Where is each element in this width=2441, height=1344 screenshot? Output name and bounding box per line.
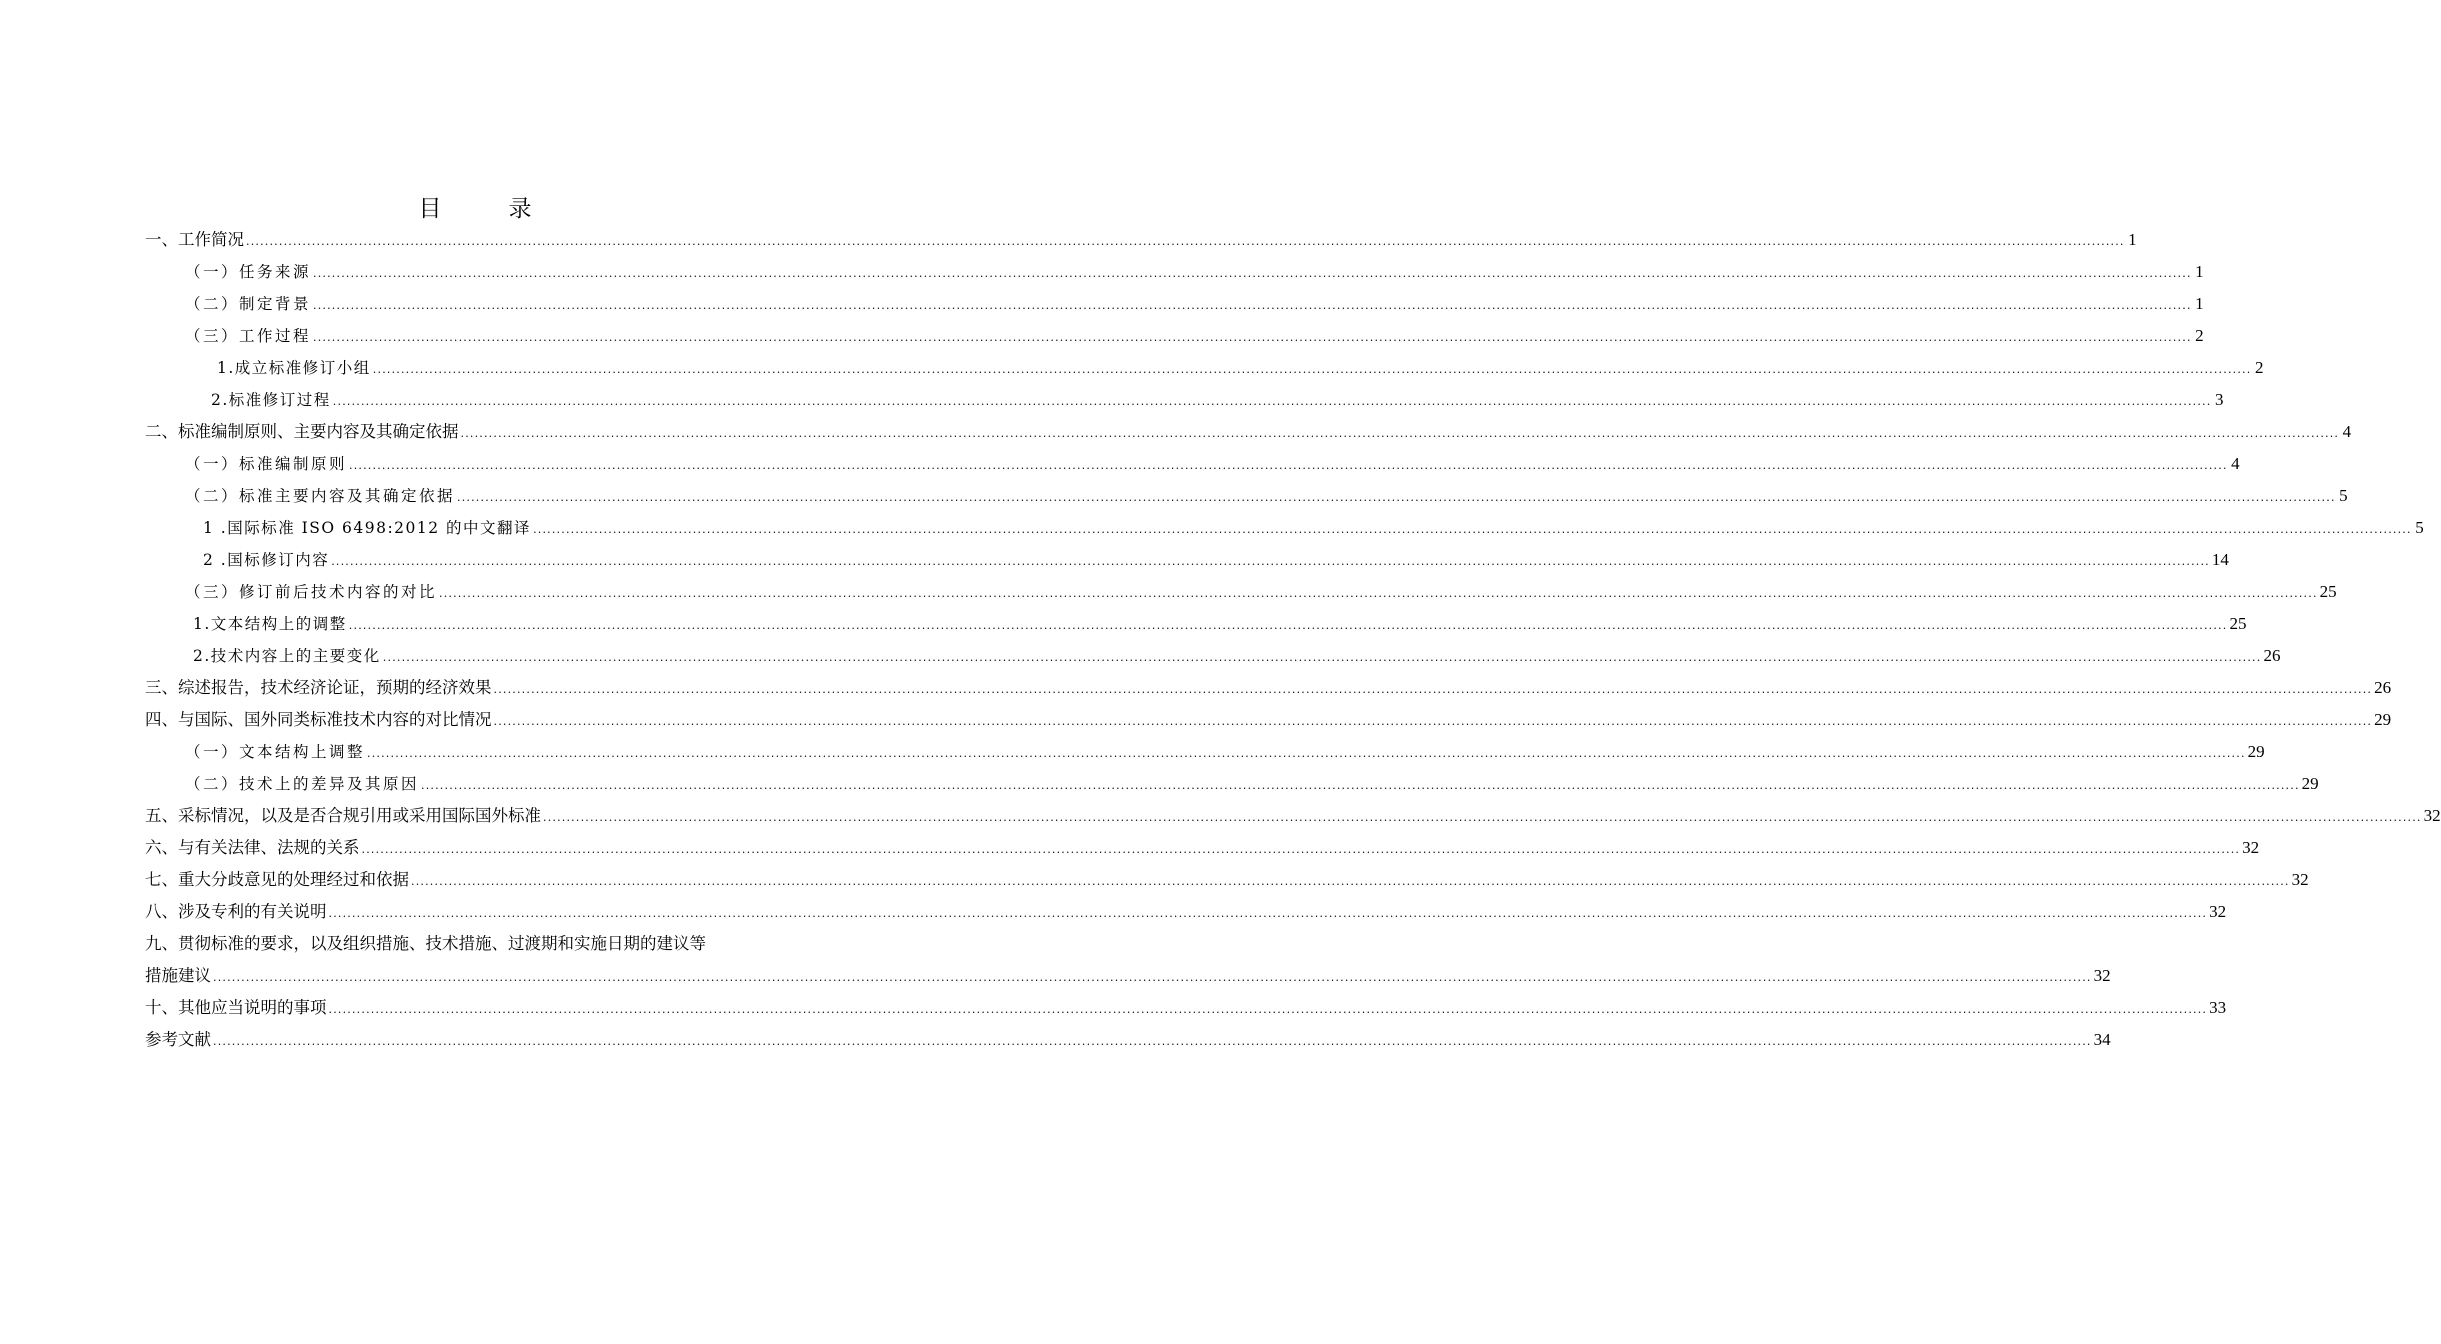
toc-entry-label: （三）修订前后技术内容的对比: [185, 583, 438, 601]
toc-entry-page-number: 32: [2093, 966, 2111, 985]
toc-dot-leader: ................................................................................................................................................................................................................................................................................................................................................................................................................: [493, 683, 2373, 696]
toc-entry-page-number: 14: [2211, 550, 2229, 569]
toc-entry-label: 1.文本结构上的调整: [193, 615, 347, 633]
toc-entry-page-number: 2: [2195, 326, 2204, 345]
toc-entry-page-number: 1: [2195, 294, 2204, 313]
toc-entry-page-number: 4: [2342, 422, 2352, 441]
toc-dot-leader: ................................................................................................................................................................................................................................................................................................................................................................................................................: [348, 619, 2228, 632]
toc-entry-label: （一）标准编制原则: [185, 455, 348, 473]
toc-entry[interactable]: [145, 736, 2265, 768]
toc-entry-label: 七、重大分歧意见的处理经过和依据: [145, 870, 409, 889]
toc-entry[interactable]: [145, 288, 2204, 320]
toc-entry[interactable]: [145, 480, 2348, 512]
toc-entry-page-number: 2: [2254, 358, 2264, 377]
toc-entry-label: 2 .国标修订内容: [203, 551, 330, 569]
toc-entry-page-number: 5: [2415, 518, 2424, 537]
toc-entry-page-number: 1: [2128, 230, 2137, 249]
toc-entry[interactable]: [145, 1024, 2111, 1056]
toc-entry-page-number: 32: [2209, 902, 2227, 921]
toc-dot-leader: ................................................................................................................................................................................................................................................................................................................................................................................................................: [457, 491, 2336, 504]
toc-entry-label: 四、与国际、国外同类标准技术内容的对比情况: [145, 710, 492, 729]
toc-dot-leader: ................................................................................................................................................................................................................................................................................................................................................................................................................: [328, 907, 2208, 920]
toc-entry[interactable]: [145, 704, 2392, 736]
toc-entry[interactable]: [145, 576, 2337, 608]
toc-entry-label: 十、其他应当说明的事项: [145, 998, 327, 1017]
toc-entry-label: 三、综述报告，技术经济论证，预期的经济效果: [145, 678, 492, 697]
toc-entry-page-number: 32: [2242, 838, 2260, 857]
toc-entry-label: 九、贯彻标准的要求，以及组织措施、技术措施、过渡期和实施日期的建议等: [145, 934, 706, 953]
toc-entry-page-number: 4: [2231, 454, 2240, 473]
toc-entry[interactable]: [145, 672, 2392, 704]
toc-entry-page-number: 26: [2263, 646, 2281, 665]
toc-entry-label: （二）技术上的差异及其原因: [185, 775, 420, 793]
table-of-contents: [145, 224, 2441, 1056]
toc-entry[interactable]: [145, 800, 2441, 832]
toc-dot-leader: ................................................................................................................................................................................................................................................................................................................................................................................................................: [313, 267, 2192, 280]
toc-dot-leader: ................................................................................................................................................................................................................................................................................................................................................................................................................: [332, 395, 2212, 408]
toc-dot-leader: ................................................................................................................................................................................................................................................................................................................................................................................................................: [246, 235, 2125, 248]
toc-entry[interactable]: [145, 384, 2224, 416]
toc-dot-leader: ................................................................................................................................................................................................................................................................................................................................................................................................................: [361, 843, 2241, 856]
toc-dot-leader: ................................................................................................................................................................................................................................................................................................................................................................................................................: [313, 299, 2192, 312]
toc-entry-page-number: 1: [2195, 262, 2204, 281]
toc-entry-page-number: 26: [2374, 678, 2392, 697]
toc-entry[interactable]: [145, 768, 2319, 800]
toc-entry-page-number: 3: [2214, 390, 2224, 409]
toc-entry-page-number: 29: [2301, 774, 2319, 793]
toc-entry[interactable]: [145, 544, 2229, 576]
toc-entry[interactable]: [145, 832, 2260, 864]
toc-entry-page-number: 34: [2093, 1030, 2111, 1049]
toc-entry-label: 2.标准修订过程: [211, 391, 331, 409]
toc-entry-label: （二）制定背景: [185, 295, 312, 313]
toc-entry-label: （二）标准主要内容及其确定依据: [185, 487, 456, 505]
toc-entry[interactable]: [145, 960, 2111, 992]
toc-dot-leader: ................................................................................................................................................................................................................................................................................................................................................................................................................: [328, 1003, 2208, 1016]
toc-dot-leader: ................................................................................................................................................................................................................................................................................................................................................................................................................: [213, 1035, 2092, 1048]
toc-entry[interactable]: [145, 640, 2281, 672]
toc-entry[interactable]: [145, 992, 2227, 1024]
toc-entry-label: 2.技术内容上的主要变化: [193, 647, 381, 665]
toc-dot-leader: ................................................................................................................................................................................................................................................................................................................................................................................................................: [439, 587, 2318, 600]
toc-dot-leader: ................................................................................................................................................................................................................................................................................................................................................................................................................: [421, 779, 2300, 792]
toc-entry-label: 措施建议: [145, 966, 211, 985]
toc-dot-leader: ................................................................................................................................................................................................................................................................................................................................................................................................................: [372, 363, 2252, 376]
toc-entry-label: 八、涉及专利的有关说明: [145, 902, 327, 921]
toc-entry-page-number: 32: [2291, 870, 2309, 889]
toc-dot-leader: ................................................................................................................................................................................................................................................................................................................................................................................................................: [493, 715, 2373, 728]
toc-dot-leader: ................................................................................................................................................................................................................................................................................................................................................................................................................: [367, 747, 2246, 760]
toc-entry-label: （三）工作过程: [185, 327, 312, 345]
toc-entry[interactable]: [145, 256, 2204, 288]
toc-entry[interactable]: [145, 224, 2137, 256]
toc-dot-leader: ................................................................................................................................................................................................................................................................................................................................................................................................................: [543, 811, 2422, 824]
toc-entry-page-number: 32: [2423, 806, 2441, 825]
toc-entry[interactable]: [145, 512, 2424, 544]
toc-entry-label: （一）任务来源: [185, 263, 312, 281]
toc-entry-page-number: 25: [2319, 582, 2337, 601]
toc-entry[interactable]: [145, 416, 2352, 448]
toc-entry-page-number: 33: [2209, 998, 2227, 1017]
toc-entry-label: 一、工作简况: [145, 230, 244, 249]
toc-entry-label: 二、标准编制原则、主要内容及其确定依据: [145, 422, 459, 441]
toc-entry[interactable]: [145, 320, 2204, 352]
toc-entry[interactable]: [145, 448, 2240, 480]
toc-dot-leader: ................................................................................................................................................................................................................................................................................................................................................................................................................: [411, 875, 2290, 888]
toc-entry-label: 六、与有关法律、法规的关系: [145, 838, 360, 857]
toc-dot-leader: ................................................................................................................................................................................................................................................................................................................................................................................................................: [213, 971, 2092, 984]
toc-entry[interactable]: [145, 608, 2247, 640]
toc-dot-leader: ................................................................................................................................................................................................................................................................................................................................................................................................................: [533, 523, 2412, 536]
toc-entry-page-number: 5: [2339, 486, 2348, 505]
toc-entry-page-number: 29: [2374, 710, 2392, 729]
toc-dot-leader: ................................................................................................................................................................................................................................................................................................................................................................................................................: [313, 331, 2192, 344]
toc-entry-label: （一）文本结构上调整: [185, 743, 366, 761]
toc-entry-label: 1.成立标准修订小组: [217, 359, 371, 377]
page-title: 目 录: [418, 196, 554, 222]
toc-dot-leader: ................................................................................................................................................................................................................................................................................................................................................................................................................: [349, 459, 2228, 472]
toc-entry[interactable]: [145, 864, 2309, 896]
toc-entry-page-number: 25: [2229, 614, 2247, 633]
toc-entry[interactable]: [145, 928, 805, 960]
toc-entry-label: 五、采标情况，以及是否合规引用或采用国际国外标准: [145, 806, 541, 825]
toc-entry-page-number: 29: [2247, 742, 2265, 761]
toc-dot-leader: ................................................................................................................................................................................................................................................................................................................................................................................................................: [331, 555, 2210, 568]
toc-dot-leader: ................................................................................................................................................................................................................................................................................................................................................................................................................: [460, 427, 2340, 440]
toc-entry-label: 参考文献: [145, 1030, 211, 1049]
toc-dot-leader: ................................................................................................................................................................................................................................................................................................................................................................................................................: [382, 651, 2262, 664]
toc-entry-label: 1 .国际标准 ISO 6498:2012 的中文翻译: [203, 519, 532, 537]
toc-entry[interactable]: [145, 352, 2264, 384]
toc-entry[interactable]: [145, 896, 2227, 928]
